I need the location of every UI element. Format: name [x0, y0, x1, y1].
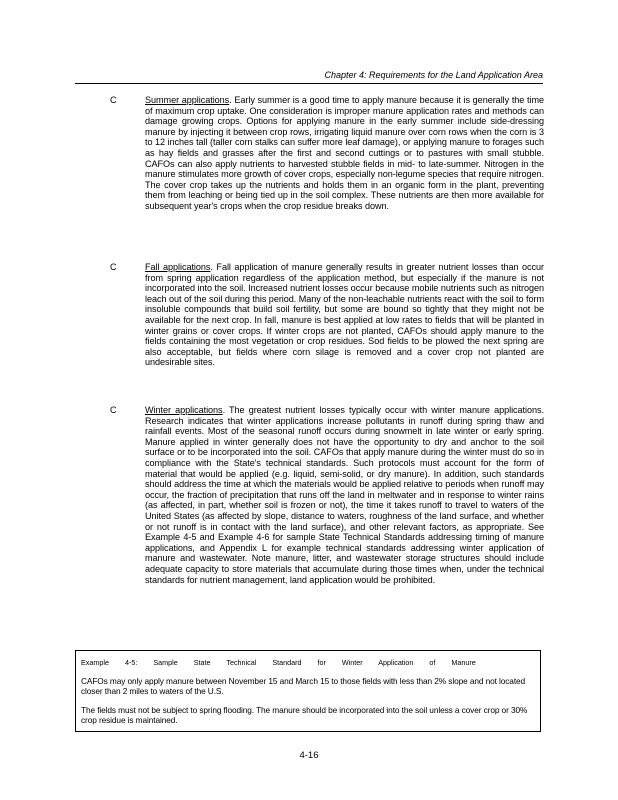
item-title: Winter applications — [145, 405, 223, 415]
page-number: 4-16 — [299, 750, 319, 761]
item-body: . Fall application of manure generally results in greater nutrient losses than occur from spring application regardless of the application method, but especially if the manure is not incorporated into the soil. Increased nutrient losses occur because mobile nutrients such as nitrogen leach out of the soil during this period. Many of the non-leachable nutrients react with the soil to form insoluble compounds that build soil fertility, but some are bound so tightly that they might not be available for the next crop. In fall, manure is best applied at low rates to fields that will be planted in winter grains or cover crops. If winter crops are not planted, CAFOs should apply manure to the fields containing the most vegetation or crop residues. Sod fields to be plowed the next spring are also acceptable, but fields where corn silage is removed and a cover crop not planted are undesirable sites. — [145, 262, 544, 368]
example-box-paragraph: The fields must not be subject to spring flooding. The manure should be incorporated into the soil unless a cover crop or 30% crop residue is maintained. — [81, 705, 528, 725]
bullet-marker: C — [110, 95, 117, 105]
item-title: Summer applications — [145, 95, 230, 105]
bullet-marker: C — [110, 405, 117, 415]
item-paragraph — [145, 95, 544, 212]
header-rule — [75, 83, 543, 84]
item-body: . The greatest nutrient losses typically occur with winter manure applications. Research indicates that winter applications increase pollutants in runoff during spring thaw and rainfall events. Most of the seasonal runoff occurs during snowmelt in late winter or early spring. Manure applied in winter generally does not have the opportunity to dry and anchor to the soil surface or to be incorporated into the soil. CAFOs that apply manure during the winter must do so in compliance with the State's technical standards. Such protocols must account for the form of material that would be applied (e.g. liquid, semi-solid, or dry manure). In addition, such standards should address the time at which the materials would be applied relative to periods when runoff may occur, the fraction of precipitation that runs off the land in meltwater and in response to winter rains (as affected, in part, whether soil is frozen or not), the time it takes runoff to travel to waters of the United States (as affected by slope, distance to waters, roughness of the land surface, and whether or not runoff is in contact with the land surface), and other relevant factors, as appropriate. See Example 4-5 and Example 4-6 for sample State Technical Standards addressing timing of manure applications, and Appendix L for example technical standards addressing winter application of manure and wastewater. Note manure, litter, and wastewater storage structures should include adequate capacity to store materials that accumulate during those times when, under the technical standards for nutrient management, land application would be prohibited. — [145, 405, 544, 585]
example-box-paragraph: CAFOs may only apply manure between November 15 and March 15 to those fields with less than 2% slope and not located closer than 2 miles to waters of the U.S. — [81, 676, 526, 696]
bullet-marker: C — [110, 262, 117, 272]
chapter-header: Chapter 4: Requirements for the Land Application Area — [324, 70, 543, 80]
example-box-title: Example 4-5: Sample State Technical Standard for Winter Application of Manure — [81, 658, 476, 667]
example-box — [75, 650, 541, 732]
item-paragraph — [145, 405, 544, 585]
item-body: . Early summer is a good time to apply manure because it is generally the time of maximum crop uptake. One consideration is improper manure application rates and methods can damage growing crops. Options for applying manure in the early summer include side-dressing manure by injecting it between crop rows, irrigating liquid manure over corn rows when the corn is 3 to 12 inches tall (taller corn stalks can suffer more leaf damage), or applying manure to forages such as hay fields and grasses after the first and second cuttings or to pastures with small stubble. CAFOs can also apply nutrients to harvested stubble fields in mid- to late-summer. Nitrogen in the manure stimulates more growth of cover crops, especially non-legume species that require nitrogen. The cover crop takes up the nutrients and holds them in an organic form in the plant, preventing them from leaching or being tied up in the soil complex. These nutrients are then more available for subsequent year's crops when the crop residue breaks down. — [145, 95, 544, 211]
item-paragraph — [145, 262, 544, 368]
item-title: Fall applications — [145, 262, 211, 272]
